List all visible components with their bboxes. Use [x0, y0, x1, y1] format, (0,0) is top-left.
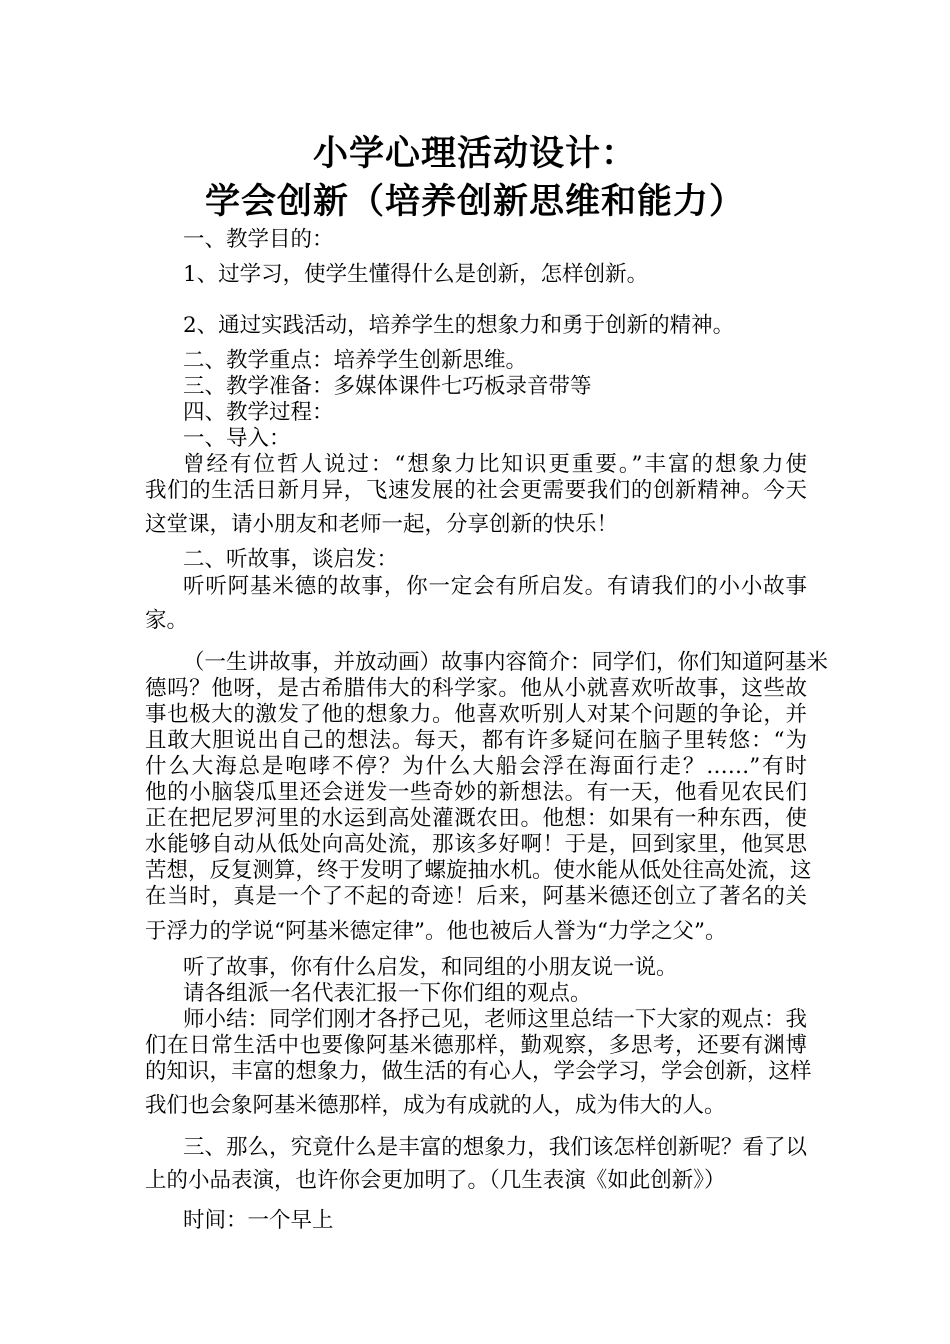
- text-line: 听了故事，你有什么启发，和同组的小朋友说一说。: [183, 955, 678, 980]
- text-line: 事也极大的激发了他的想象力。他喜欢听别人对某个问题的争论，并: [145, 702, 807, 727]
- document-title-line-2: 学会创新（培养创新思维和能力）: [204, 182, 745, 222]
- text-line: 师小结：同学们刚才各抒己见，老师这里总结一下大家的观点：我: [183, 1007, 807, 1032]
- text-line: 德吗？他呀，是古希腊伟大的科学家。他从小就喜欢听故事，这些故: [145, 676, 807, 701]
- text-line: 在当时，真是一个了不起的奇迹！后来，阿基米德还创立了著名的关: [145, 884, 807, 909]
- section-heading: 三、那么，究竟什么是丰富的想象力，我们该怎样创新呢？看了以: [183, 1135, 807, 1160]
- document-title-line-1: 小学心理活动设计：: [312, 134, 637, 174]
- section-heading: 一、教学目的：: [183, 227, 334, 252]
- text-line: 听听阿基米德的故事，你一定会有所启发。有请我们的小小故事: [183, 574, 807, 599]
- text-line: 苦想，反复测算，终于发明了螺旋抽水机。使水能从低处往高处流，这: [145, 858, 812, 883]
- text-line: 上的小品表演，也许你会更加明了。（几生表演《如此创新》）: [145, 1168, 726, 1193]
- section-heading: 四、教学过程：: [183, 400, 334, 425]
- text-line: 于浮力的学说“阿基米德定律”。他也被后人誉为“力学之父”。: [145, 919, 727, 944]
- text-line: 家。: [145, 608, 189, 633]
- text-line: 们在日常生活中也要像阿基米德那样，勤观察，多思考，还要有渊博: [145, 1033, 807, 1058]
- text-line: 2、通过实践活动，培养学生的想象力和勇于创新的精神。: [183, 313, 735, 338]
- text-line: 时间：一个早上: [183, 1208, 334, 1233]
- section-heading: 三、教学准备：多媒体课件七巧板录音带等: [183, 374, 592, 399]
- text-line: （一生讲故事，并放动画）故事内容简介：同学们，你们知道阿基米: [183, 650, 829, 675]
- text-line: 什么大海总是咆哮不停？为什么大船会浮在海面行走？……”有时: [145, 754, 807, 779]
- text-line: 我们的生活日新月异，飞速发展的社会更需要我们的创新精神。今天: [145, 478, 807, 503]
- text-line: 正在把尼罗河里的水运到高处灌溉农田。他想：如果有一种东西，使: [145, 806, 807, 831]
- text-line: 1、过学习，使学生懂得什么是创新，怎样创新。: [183, 262, 649, 287]
- text-line: 他的小脑袋瓜里还会迸发一些奇妙的新想法。有一天，他看见农民们: [145, 780, 807, 805]
- section-heading: 二、教学重点：培养学生创新思维。: [183, 348, 528, 373]
- text-line: 曾经有位哲人说过：“想象力比知识更重要。”丰富的想象力使: [183, 452, 807, 477]
- section-heading: 一、导入：: [183, 426, 291, 451]
- text-line: 这堂课，请小朋友和老师一起，分享创新的快乐！: [145, 512, 619, 537]
- text-line: 的知识，丰富的想象力，做生活的有心人，学会学习，学会创新，这样: [145, 1059, 812, 1084]
- text-line: 水能够自动从低处向高处流，那该多好啊！于是，回到家里，他冥思: [145, 832, 807, 857]
- text-line: 请各组派一名代表汇报一下你们组的观点。: [183, 981, 592, 1006]
- text-line: 且敢大胆说出自己的想法。每天，都有许多疑问在脑子里转悠：“为: [145, 728, 807, 753]
- section-heading: 二、听故事，谈启发：: [183, 547, 399, 572]
- text-line: 我们也会象阿基米德那样，成为有成就的人，成为伟大的人。: [145, 1093, 726, 1118]
